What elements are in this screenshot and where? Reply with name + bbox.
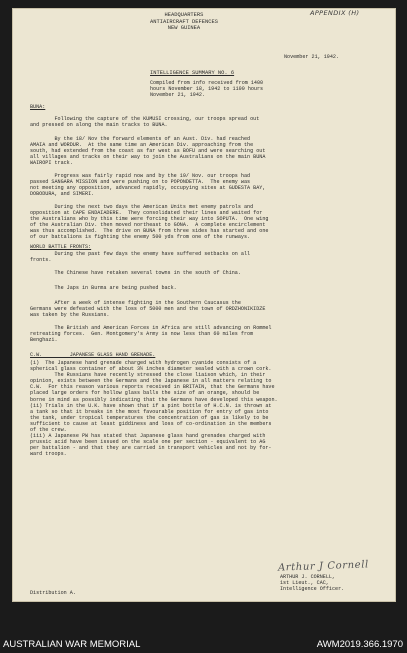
text-line: After a week of intense fighting in the Southern Caucasus the bbox=[30, 300, 241, 306]
paragraph bbox=[30, 136, 265, 166]
text-line: was thus accomplished. The drive on BUNA from three sides has started and one bbox=[30, 228, 269, 235]
text-line: AMAIA and WORDUR. At the same time an American Div. approaching from the bbox=[30, 142, 254, 149]
text-line: fronts. bbox=[30, 257, 52, 264]
text-line: Progress was fairly rapid now and by the 19/ Nov. our troops had bbox=[30, 173, 251, 179]
document-date: November 21, 1942. bbox=[284, 54, 340, 60]
text-line: the Australians who by this time were forcing their way into SOPUTA. One wing bbox=[30, 216, 269, 223]
text-line: Compiled from info received from 1400 bbox=[150, 80, 264, 86]
text-line: not meeting any opposition, advanced rapidly, occupying sites at GUDESTA BAY, bbox=[30, 185, 266, 192]
paragraph bbox=[30, 360, 278, 458]
paragraph bbox=[30, 204, 268, 241]
text-line: DOBODURA, and SIMERI. bbox=[30, 191, 95, 198]
document-title: INTELLIGENCE SUMMARY NO. 6 bbox=[150, 70, 235, 76]
compiled-note bbox=[150, 80, 263, 98]
signatory-role: Intelligence Officer. bbox=[280, 586, 345, 593]
footer-institution: AUSTRALIAN WAR MEMORIAL bbox=[3, 639, 141, 650]
text-line: WAIROPI track. bbox=[30, 160, 73, 167]
text-line: per battalion - and that they are carried in transport vehicles and not by for- bbox=[30, 445, 272, 452]
handwritten-signature: Arthur J Cornell bbox=[277, 559, 370, 574]
text-line: retreating forces. Gen. Montgomery's Army is now less than 60 miles from bbox=[30, 331, 254, 338]
text-line: The British and American Forces in Africa are still advancing on Rommel bbox=[30, 325, 272, 331]
text-line: the tank, under tropical temperatures the concentration of gas is likely to be bbox=[30, 414, 269, 421]
paragraph bbox=[30, 251, 250, 263]
text-line: Germans were defeated with the loss of 5000 men and the town of ORDZHONIKIDZE bbox=[30, 306, 266, 313]
appendix-annotation: APPENDIX (H) bbox=[310, 9, 360, 17]
text-line: opinion, exists between the Germans and the Japanese in all matters relating to bbox=[30, 378, 272, 385]
distribution-line: Distribution A. bbox=[30, 590, 76, 596]
text-line: During the next two days the American Units met enemy patrols and bbox=[30, 204, 254, 210]
paragraph bbox=[30, 116, 259, 128]
text-line: C.W. For this reason various reports received in BRITAIN, that the Germans have bbox=[30, 384, 275, 391]
paragraph bbox=[30, 173, 265, 197]
text-line: borne in mind as possibly indicating that the Germans have developed this weapon. bbox=[30, 396, 278, 403]
text-line: opposition at CAPE ENDAIADERE. They consolidated their lines and waited for bbox=[30, 210, 263, 217]
letterhead-line-3: NEW GUINEA bbox=[167, 25, 201, 32]
text-line: The Japs in Burma are being pushed back. bbox=[30, 285, 177, 291]
text-line: Benghazi. bbox=[30, 337, 58, 344]
paragraph bbox=[30, 325, 271, 343]
text-line: of the Australian Div. then moved northeast to GONA. A complete encirclement bbox=[30, 222, 266, 229]
text-line: (ii) Trials in the U.K. have shown that if a pint bottle of H.C.N. is thrown at bbox=[30, 402, 272, 409]
text-line: all villages and tracks on their way to join the Australians on the main BUNA bbox=[30, 154, 266, 161]
paragraph bbox=[30, 300, 265, 318]
signatory-rank: 1st Lieut., CAC, bbox=[280, 580, 329, 587]
text-line: of the crew. bbox=[30, 427, 67, 434]
text-line: The Chinese have retaken several towns in the south of China. bbox=[30, 270, 241, 276]
footer-accession-number: AWM2019.366.1970 bbox=[316, 639, 403, 650]
text-line: prussic acid have been issued on the scale one per section - equivalent to AG bbox=[30, 439, 266, 446]
text-line: a tank so that it breaks in the most favourable position for entry of gas into bbox=[30, 408, 269, 415]
section-heading-buna: BUNA: bbox=[30, 104, 46, 110]
text-line: placed large orders for hollow glass balls the size of an orange, should be bbox=[30, 390, 260, 397]
text-line: (iii) A Japanese PW has stated that Japanese glass hand grenades charged with bbox=[30, 433, 266, 440]
text-line: By the 18/ Nov the forward elements of an Aust. Div. had reached bbox=[30, 136, 251, 142]
signature-block bbox=[280, 574, 344, 592]
text-line: south, had extended from the coast as far west as BOFU and were searching out bbox=[30, 148, 266, 155]
text-line: of our battalions is fighting the enemy 500 yds from one of the runways. bbox=[30, 234, 251, 241]
text-line: The Russians have recently stressed the close liaison which, in their bbox=[30, 372, 266, 379]
letterhead-line-2: ANTIAIRCRAFT DEFENCES bbox=[150, 18, 218, 25]
paragraph bbox=[30, 270, 241, 276]
letterhead-line-1: HEADQUARTERS bbox=[164, 12, 204, 18]
text-line: hours November 18, 1942 to 1100 hours bbox=[150, 86, 264, 93]
text-line: November 21, 1942. bbox=[150, 92, 206, 99]
signatory-name: ARTHUR J. CORNELL, bbox=[280, 574, 336, 580]
section-heading-world: WORLD BATTLE FRONTS: bbox=[30, 244, 92, 250]
text-line: sufficient to cause at least giddiness and loss of co-ordination in the members bbox=[30, 420, 272, 427]
text-line: and pressed on along the main tracks to BUNA. bbox=[30, 122, 168, 129]
text-line: Following the capture of the KUMUSI crossing, our troops spread out bbox=[30, 116, 260, 122]
text-line: passed SANGARA MISSION and were pushing on to POPONDETTA. The enemy was bbox=[30, 179, 251, 186]
text-line: was taken by the Russians. bbox=[30, 312, 110, 319]
section-heading-cw: C.W. JAPANESE GLASS HAND GRENADE. bbox=[30, 352, 156, 358]
text-line: During the past few days the enemy have suffered setbacks on all bbox=[30, 251, 251, 257]
text-line: (i) The Japanese hand grenade charged with hydrogen cyanide consists of a bbox=[30, 360, 257, 366]
letterhead bbox=[150, 12, 218, 32]
text-line: spherical glass container of about 3½ inches diameter sealed with a crown cork. bbox=[30, 366, 272, 373]
text-line: ward troops. bbox=[30, 451, 67, 458]
paragraph bbox=[30, 285, 177, 291]
